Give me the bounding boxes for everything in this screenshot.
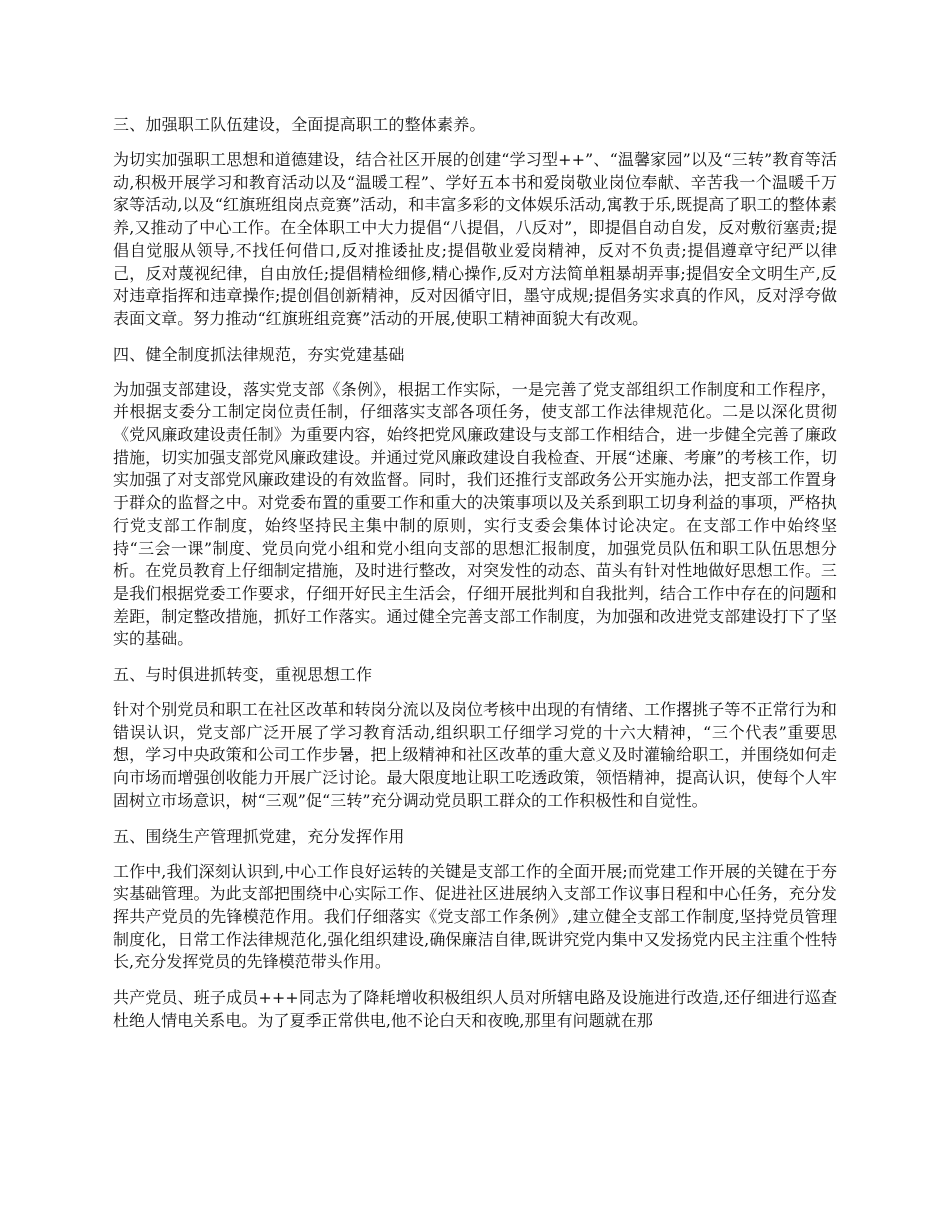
section-heading-5b: 五、围绕生产管理抓党建，充分发挥作用 (113, 826, 405, 846)
section-5b-paragraph-2: 共产党员、班子成员+++同志为了降耗增收积极组织人员对所辖电路及设施进行改造,还仔细进行巡查杜绝人情电关系电。为了夏季正常供电,他不论白天和夜晚,那里有问题就在那 (113, 988, 837, 1030)
section-heading-3: 三、加强职工队伍建设，全面提高职工的整体素养。 (113, 115, 486, 134)
section-4-paragraph: 为加强支部建设，落实党支部《条例》，根据工作实际，一是完善了党支部组织工作制度和工作程序，并根据支委分工制定岗位责任制，仔细落实支部各项任务，使支部工作法律规范化。二是以深化贯彻《党风廉政建设责任制》为重要内容，始终把党风廉政建设与支部工作相结合，进一步健全完善了廉政措施，切实加强支部党风廉政建设。并通过党风廉政建设自我检查、开展“述廉、考廉”的考核工作，切实加强了对支部党风廉政建设的有效监督。同时，我们还推行支部政务公开实施办法，把支部工作置身于群众的监督之中。对党委布置的重要工作和重大的决策事项以及关系到职工切身利益的事项，严格执行党支部工作制度，始终坚持民主集中制的原则，实行支委会集体讨论决定。在支部工作中始终坚持“三会一课”制度、党员向党小组和党小组向支部的思想汇报制度，加强党员队伍和职工队伍思想分析。在党员教育上仔细制定措施，及时进行整改，对突发性的动态、苗头有针对性地做好思想工作。三是我们根据党委工作要求，仔细开好民主生活会，仔细开展批判和自我批判，结合工作中存在的问题和差距，制定整改措施，抓好工作落实。通过健全完善支部工作制度，为加强和改进党支部建设打下了坚实的基础。 (113, 379, 837, 649)
section-3-paragraph: 为切实加强职工思想和道德建设，结合社区开展的创建“学习型++”、“温馨家园”以及“三转”教育等活动,积极开展学习和教育活动以及“温暖工程”、学好五本书和爱岗敬业岗位奉献、辛苦我一个温暖千万家等活动,以及“红旗班组岗点竞赛”活动，和丰富多彩的文体娱乐活动,寓教于乐,既提高了职工的整体素养,又推动了中心工作。在全体职工中大力提倡“八提倡，八反对”，即提倡自动自发，反对敷衍塞责;提倡自觉服从领导,不找任何借口,反对推诿扯皮;提倡敬业爱岗精神，反对不负责;提倡遵章守纪严以律己，反对蔑视纪律，自由放任;提倡精检细修,精心操作,反对方法简单粗暴胡弄事;提倡安全文明生产,反对违章指挥和违章操作;提创倡创新精神，反对因循守旧，墨守成规;提倡务实求真的作风，反对浮夸做表面文章。努力推动“红旗班组竞赛”活动的开展,使职工精神面貌大有改观。 (113, 150, 837, 328)
section-5a-paragraph: 针对个别党员和职工在社区改革和转岗分流以及岗位考核中出现的有情绪、工作撂挑子等不正常行为和错误认识，党支部广泛开展了学习教育活动,组织职工仔细学习党的十六大精神，“三个代表”重要思想，学习中央政策和公司工作步暑，把上级精神和社区改革的重大意义及时灌输给职工，并围绕如何走向市场而增强创收能力开展广泛讨论。最大限度地让职工吃透政策，领悟精神，提高认识，使每个人牢固树立市场意识，树“三观”促“三转”充分调动党员职工群众的工作积极性和自觉性。 (113, 700, 837, 810)
document-page (113, 114, 837, 1046)
section-heading-4: 四、健全制度抓法律规范，夯实党建基础 (113, 344, 405, 364)
section-heading-5a: 五、与时俱进抓转变，重视思想工作 (113, 665, 373, 685)
section-5b-paragraph-1: 工作中,我们深刻认识到,中心工作良好运转的关键是支部工作的全面开展;而党建工作开展的关键在于夯实基础管理。为此支部把围绕中心实际工作、促进社区进展纳入支部工作议事日程和中心任务，充分发挥共产党员的先锋模范作用。我们仔细落实《党支部工作条例》,建立健全支部工作制度,坚持党员管理制度化，日常工作法律规范化,强化组织建设,确保廉洁自律,既讲究党内集中又发扬党内民主注重个性特长,充分发挥党员的先锋模范带头作用。 (113, 861, 837, 972)
